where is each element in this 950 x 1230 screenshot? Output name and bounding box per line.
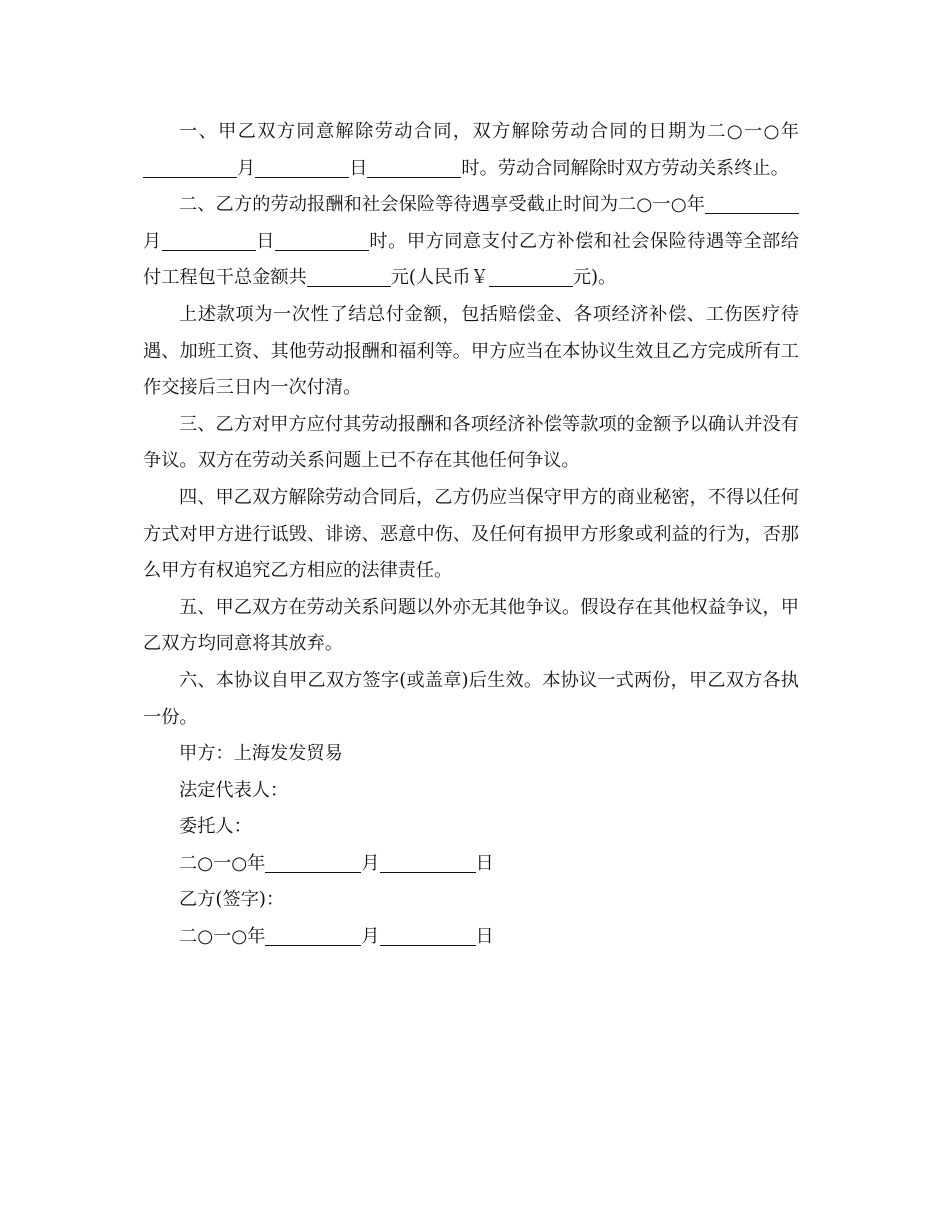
clause-6 — [143, 590, 799, 663]
text-run: 法定代表人： — [179, 779, 289, 801]
text-run: 日 — [475, 852, 494, 874]
text-run: 元)。 — [572, 267, 617, 289]
text-run: 五、甲乙双方在劳动关系问题以外亦无其他争议。假设存在其他权益争议，甲乙双方均同意将其放弃。 — [143, 596, 799, 655]
text-run: 日 — [255, 230, 275, 252]
text-run: 委托人： — [179, 816, 252, 838]
text-run: 乙方(签字)： — [179, 889, 285, 911]
text-run: 六、本协议自甲乙双方签字(或盖章)后生效。本协议一式两份，甲乙双方各执一份。 — [143, 669, 799, 728]
fill-in-blank — [380, 926, 476, 946]
signature-line-3 — [143, 809, 799, 846]
text-run: 月 — [237, 157, 256, 179]
signature-line-6 — [143, 919, 799, 956]
text-run: 上述款项为一次性了结总付金额，包括赔偿金、各项经济补偿、工伤医疗待遇、加班工资、其他劳动报酬和福利等。甲方应当在本协议生效且乙方完成所有工作交接后三日内一次付清。 — [143, 303, 799, 399]
clause-1 — [143, 114, 799, 187]
text-run: 月 — [361, 926, 380, 948]
text-run: 四、甲乙双方解除劳动合同后，乙方仍应当保守甲方的商业秘密，不得以任何方式对甲方进行诋毁、诽谤、恶意中伤、及任何有损甲方形象或利益的行为，否那么甲方有权追究乙方相应的法律责任。 — [143, 486, 799, 582]
text-run: 甲方：上海发发贸易 — [179, 743, 343, 765]
clause-7 — [143, 663, 799, 736]
text-run: 时。甲方同意支付乙方补偿和社会保险待遇等全部给付工程包干总金额共 — [143, 230, 799, 289]
fill-in-blank — [143, 157, 237, 177]
document-body — [143, 114, 799, 956]
text-run: 元(人民币￥ — [390, 267, 489, 289]
text-run: 日 — [475, 926, 494, 948]
clause-3 — [143, 297, 799, 407]
text-run: 二、乙方的劳动报酬和社会保险等待遇享受截止时间为二○一○年 — [179, 194, 705, 216]
text-run: 一、甲乙双方同意解除劳动合同，双方解除劳动合同的日期为二○一○年 — [179, 121, 799, 142]
text-run: 三、乙方对甲方应付其劳动报酬和各项经济补偿等款项的金额予以确认并没有争议。双方在劳动关系问题上已不存在其他任何争议。 — [143, 413, 799, 472]
text-run: 时。劳动合同解除时双方劳动关系终止。 — [461, 157, 789, 179]
fill-in-blank — [705, 194, 799, 214]
text-run: 二○一○年 — [179, 852, 266, 874]
fill-in-blank — [255, 157, 349, 177]
clause-2 — [143, 187, 799, 297]
signature-line-2 — [143, 773, 799, 810]
signature-line-5 — [143, 882, 799, 919]
fill-in-blank — [367, 157, 461, 177]
signature-line-4 — [143, 846, 799, 883]
text-run: 二○一○年 — [179, 926, 266, 948]
fill-in-blank — [265, 926, 361, 946]
fill-in-blank — [307, 267, 391, 287]
signature-block — [143, 736, 799, 956]
text-run: 日 — [349, 157, 368, 179]
text-run: 月 — [143, 230, 162, 252]
fill-in-blank — [265, 853, 361, 873]
fill-in-blank — [275, 231, 369, 251]
fill-in-blank — [380, 853, 476, 873]
fill-in-blank — [489, 267, 573, 287]
signature-line-1 — [143, 736, 799, 773]
clause-5 — [143, 480, 799, 590]
fill-in-blank — [162, 231, 256, 251]
agreement-clauses — [143, 114, 799, 736]
text-run: 月 — [361, 852, 380, 874]
clause-4 — [143, 407, 799, 480]
